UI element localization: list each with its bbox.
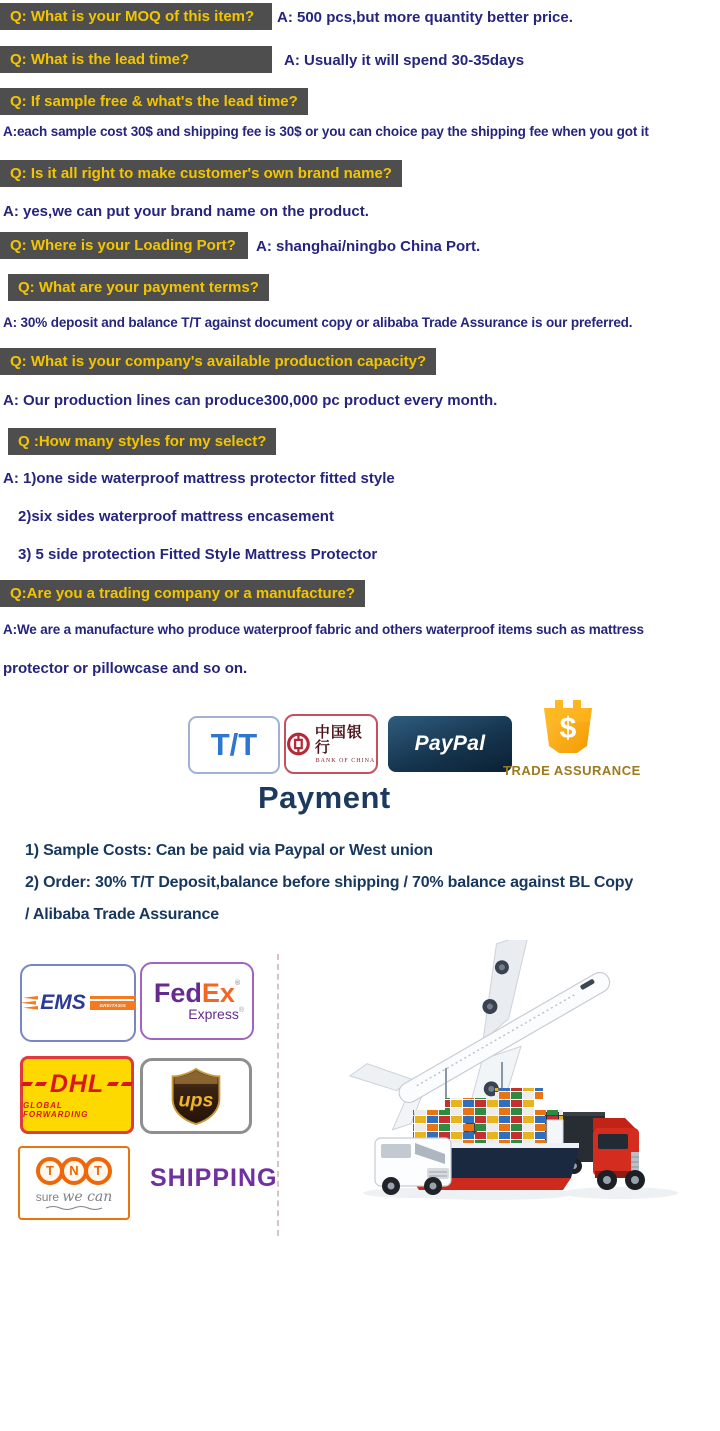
tnt-logo <box>18 1146 130 1220</box>
dhl-stripe <box>21 1082 33 1086</box>
dhl-stripe <box>35 1082 47 1086</box>
fedex-express: Express <box>188 1005 239 1022</box>
faq-answer: A: Our production lines can produce300,000 pc product every month. <box>3 392 498 409</box>
paypal-logo <box>388 716 512 772</box>
tnt-letter-circle: T <box>36 1157 64 1185</box>
dhl-sub-label: GLOBAL FORWARDING <box>23 1100 89 1119</box>
trade-assurance-badge <box>503 698 641 778</box>
fedex-ex: Ex <box>201 977 235 1008</box>
tnt-sub-plain: sure <box>35 1189 63 1204</box>
ems-label: EMS <box>40 991 86 1014</box>
ems-sub-label: GREITASIS PAŠTAS <box>90 1001 136 1010</box>
ems-logo <box>20 964 136 1042</box>
dashed-divider <box>277 954 279 1236</box>
bank-of-china-emblem-icon <box>286 731 311 757</box>
shipping-heading: SHIPPING <box>150 1164 278 1192</box>
faq-question-bar: Q :How many styles for my select? <box>8 428 276 455</box>
truck-icon <box>593 1118 645 1190</box>
tt-payment-logo <box>188 716 280 774</box>
dhl-logo <box>20 1056 134 1134</box>
bank-of-china-name-en: BANK OF CHINA <box>315 757 376 764</box>
tnt-letter-circle: T <box>84 1157 112 1185</box>
ems-wing-icon <box>20 996 38 1010</box>
fedex-reg: ® <box>234 979 241 987</box>
faq-answer: protector or pillowcase and so on. <box>3 660 248 677</box>
faq-question-bar: Q: What is your MOQ of this item? <box>0 3 272 30</box>
van-icon <box>375 1138 451 1195</box>
faq-question-bar: Q: What are your payment terms? <box>8 274 269 301</box>
shadow <box>562 1187 678 1199</box>
dhl-label: DHL <box>49 1069 105 1098</box>
faq-question-bar: Q: If sample free & what's the lead time? <box>0 88 308 115</box>
dhl-stripe <box>121 1082 133 1086</box>
trade-assurance-label: TRADE ASSURANCE <box>503 763 641 778</box>
dhl-stripe <box>107 1082 119 1086</box>
payment-heading: Payment <box>258 780 391 815</box>
payment-term: 1) Sample Costs: Can be paid via Paypal or West union <box>25 842 433 859</box>
faq-question-bar: Q: Where is your Loading Port? <box>0 232 248 259</box>
faq-answer: A: 30% deposit and balance T/T against document copy or alibaba Trade Assurance is our preferred. <box>3 315 633 330</box>
faq-answer: A: yes,we can put your brand name on the product. <box>3 203 369 220</box>
paypal-label: PayPal <box>414 732 486 755</box>
tnt-letter-circle: N <box>60 1157 88 1185</box>
payment-term: / Alibaba Trade Assurance <box>25 906 219 923</box>
faq-answer: A: 1)one side waterproof mattress protector fitted style <box>3 470 395 487</box>
ups-logo <box>140 1058 252 1134</box>
faq-answer: A:each sample cost 30$ and shipping fee is 30$ or you can choice pay the shipping fee when you got it <box>3 124 649 139</box>
fedex-express-reg: ® <box>238 1006 244 1014</box>
faq-answer: 3) 5 side protection Fitted Style Mattress Protector <box>18 546 378 563</box>
ups-shield-icon <box>170 1067 222 1125</box>
bank-of-china-name-cn: 中国银行 <box>314 722 363 756</box>
bank-of-china-logo <box>284 714 378 774</box>
payment-term: 2) Order: 30% T/T Deposit,balance before shipping / 70% balance against BL Copy <box>25 874 634 891</box>
fedex-fed: Fed <box>153 977 202 1008</box>
svg-text:$: $ <box>559 712 577 745</box>
faq-answer: 2)six sides waterproof mattress encasement <box>18 508 334 525</box>
trade-assurance-castle-icon <box>537 698 599 756</box>
faq-answer: A: 500 pcs,but more quantity better price. <box>277 9 573 26</box>
faq-question-bar: Q: Is it all right to make customer's own brand name? <box>0 160 402 187</box>
faq-question-bar: Q: What is the lead time? <box>0 46 272 73</box>
faq-answer: A:We are a manufacture who produce waterproof fabric and others waterproof items such as mattress <box>3 622 644 637</box>
svg-text:ups: ups <box>178 1089 214 1112</box>
faq-question-bar: Q: What is your company's available production capacity? <box>0 348 436 375</box>
fedex-logo <box>140 962 254 1040</box>
faq-question-bar: Q:Are you a trading company or a manufacture? <box>0 580 365 607</box>
transport-collage-image <box>295 940 715 1240</box>
faq-answer: A: Usually it will spend 30-35days <box>284 52 525 69</box>
faq-answer: A: shanghai/ningbo China Port. <box>256 238 481 255</box>
ems-stripe <box>90 996 136 999</box>
tnt-underline-squiggle <box>45 1205 103 1210</box>
tt-label: T/T <box>210 727 258 762</box>
tnt-sub-script: we can <box>62 1188 113 1205</box>
